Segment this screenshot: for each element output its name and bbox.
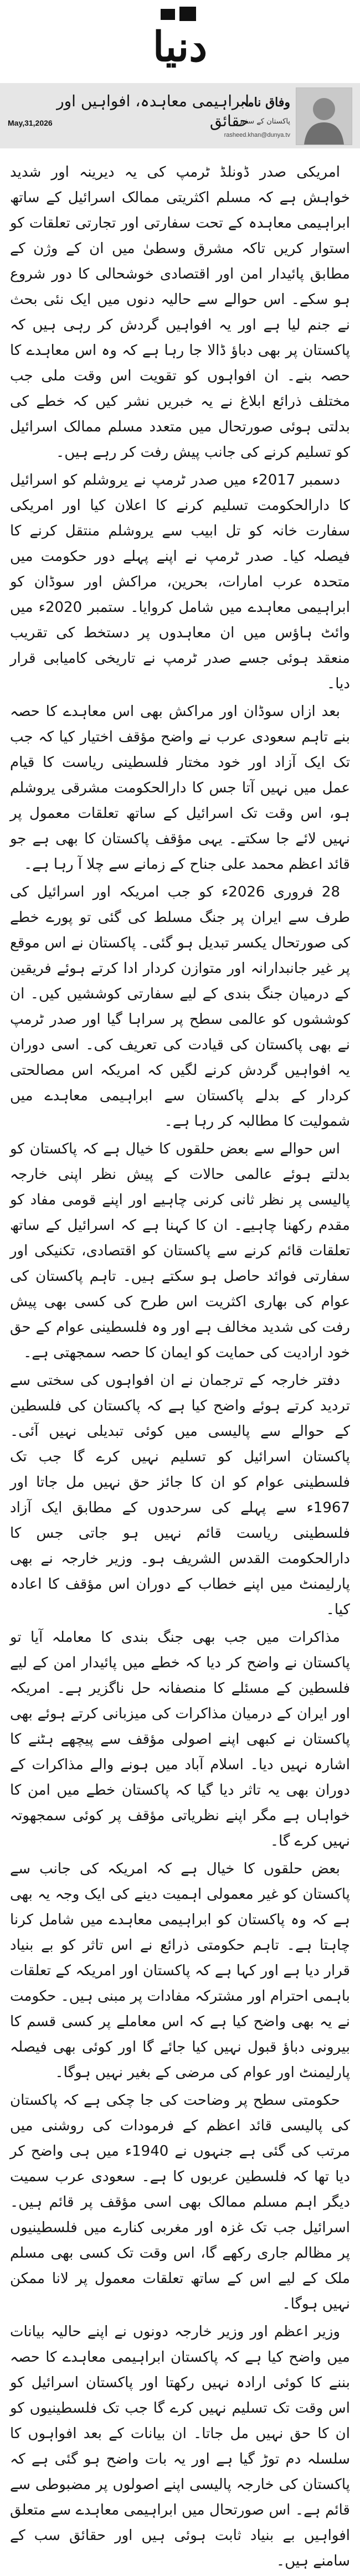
author-role: پاکستان کے سفیر	[238, 117, 290, 126]
masthead	[0, 0, 360, 83]
article-paragraph: دفتر خارجہ کے ترجمان نے ان افواہوں کی سختی سے تردید کرتے ہوئے واضح کیا ہے کہ پاکستان کی فلسطین کے حوالے سے پالیسی میں کوئی تبدیلی نہیں آئی۔ پاکستان اسرائیل کو تسلیم نہیں کرے گا جب تک فلسطینی عوام کو ان کا جائز حق نہیں مل جاتا اور 1967ء سے پہلے کی سرحدوں کے مطابق ایک آزاد فلسطینی ریاست قائم نہیں ہو جاتی جس کا دارالحکومت القدس الشریف ہو۔ وزیر خارجہ نے بھی پارلیمنٹ میں اپنے خطاب کے دوران اس مؤقف کا اعادہ کیا۔	[10, 1372, 350, 1618]
article-paragraph: 28 فروری 2026ء کو جب امریکہ اور اسرائیل کی طرف سے ایران پر جنگ مسلط کی گئی تو پورے خطے کی صورتحال یکسر تبدیل ہو گئی۔ پاکستان نے اس موقع پر غیر جانبدارانہ اور متوازن کردار ادا کرتے ہوئے فریقین کے درمیان جنگ بندی کے لیے سفارتی کوششیں کیں۔ ان کوششوں کو عالمی سطح پر سراہا گیا اور صدر ٹرمپ نے بھی پاکستان کی قیادت کی تعریف کی۔ اسی دوران یہ افواہیں گردش کرنے لگیں کہ امریکہ اس مصالحتی کردار کے بدلے پاکستان سے ابراہیمی معاہدے میں شمولیت کا مطالبہ کر رہا ہے۔	[10, 884, 350, 1130]
author-portrait	[296, 87, 352, 145]
author-name: وفاق نامہ	[240, 95, 290, 110]
article-paragraph: حکومتی سطح پر وضاحت کی جا چکی ہے کہ پاکستان کی پالیسی قائد اعظم کے فرمودات کی روشنی میں مرتب کی گئی ہے جنہوں نے 1940ء میں ہی واضح کر دیا تھا کہ فلسطین عربوں کا ہے۔ سعودی عرب سمیت دیگر اہم مسلم ممالک بھی اسی مؤقف پر قائم ہیں۔ اسرائیل جب تک غزہ اور مغربی کنارے میں فلسطینیوں پر مظالم جاری رکھے گا، اس وقت تک کسی بھی مسلم ملک کے لیے اس کے ساتھ تعلقات معمول پر لانا ممکن نہیں ہوگا۔	[10, 2092, 350, 2312]
publication-logo-text: دنیا	[152, 23, 208, 71]
author-email: rasheed.khan@dunya.tv	[224, 132, 290, 138]
article-paragraph: وزیر اعظم اور وزیر خارجہ دونوں نے اپنے حالیہ بیانات میں واضح کیا ہے کہ پاکستان ابراہیمی معاہدے کا حصہ بننے کا کوئی ارادہ نہیں رکھتا اور پاکستان اسرائیل کو اس وقت تک تسلیم نہیں کرے گا جب تک فلسطینیوں کو ان کا حق نہیں مل جاتا۔ ان بیانات کے بعد افواہوں کا سلسلہ دم توڑ گیا ہے اور یہ بات واضح ہو گئی ہے کہ پاکستان کی خارجہ پالیسی اپنے اصولوں پر مضبوطی سے قائم ہے۔ اس صورتحال میں ابراہیمی معاہدے سے متعلق افواہیں بے بنیاد ثابت ہوئی ہیں اور حقائق سب کے سامنے ہیں۔	[10, 2323, 350, 2569]
article-paragraph: امریکی صدر ڈونلڈ ٹرمپ کی یہ دیرینہ اور شدید خواہش ہے کہ مسلم اکثریتی ممالک اسرائیل کے ساتھ ابراہیمی معاہدہ کے تحت سفارتی اور تجارتی تعلقات کو استوار کریں تاکہ مشرق وسطیٰ میں ان کے وژن کے مطابق پائیدار امن اور اقتصادی خوشحالی کا دور شروع ہو سکے۔ اس حوالے سے حالیہ دنوں میں ایک نئی بحث نے جنم لیا ہے اور یہ افواہیں گردش کر رہی ہیں کہ پاکستان پر بھی دباؤ ڈالا جا رہا ہے کہ وہ اس معاہدے کا حصہ بنے۔ ان افواہوں کو تقویت اس وقت ملی جب مختلف ذرائع ابلاغ نے یہ خبریں نشر کیں کہ خطے کی بدلتی ہوئی صورتحال میں متعدد مسلم ممالک اسرائیل کو تسلیم کرنے کی جانب پیش رفت کر رہے ہیں۔	[10, 164, 350, 461]
article-paragraph: اس حوالے سے بعض حلقوں کا خیال ہے کہ پاکستان کو بدلتے ہوئے عالمی حالات کے پیش نظر اپنی خارجہ پالیسی پر نظر ثانی کرنی چاہیے اور اپنے قومی مفاد کو مقدم رکھنا چاہیے۔ ان کا کہنا ہے کہ اسرائیل کے ساتھ تعلقات قائم کرنے سے پاکستان کو اقتصادی، تکنیکی اور سفارتی فوائد حاصل ہو سکتے ہیں۔ تاہم پاکستان کی عوام کی بھاری اکثریت اس طرح کی کسی بھی پیش رفت کی شدید مخالف ہے اور وہ فلسطینی عوام کے حق خود ارادیت کی حمایت کو ایمان کا حصہ سمجھتی ہے۔	[10, 1141, 350, 1361]
article-paragraph: بعض حلقوں کا خیال ہے کہ امریکہ کی جانب سے پاکستان کو غیر معمولی اہمیت دینے کی ایک وجہ یہ بھی ہے کہ وہ پاکستان کو ابراہیمی معاہدے میں شامل کرنا چاہتا ہے۔ تاہم حکومتی ذرائع نے اس تاثر کو بے بنیاد قرار دیا ہے اور کہا ہے کہ پاکستان اور امریکہ کے تعلقات باہمی احترام اور مشترکہ مفادات پر مبنی ہیں۔ حکومت نے یہ بھی واضح کیا ہے کہ اس معاملے پر کسی قسم کا بیرونی دباؤ قبول نہیں کیا جائے گا اور کوئی بھی فیصلہ پارلیمنٹ اور عوام کی مرضی کے بغیر نہیں ہوگا۔	[10, 1861, 350, 2081]
dunya-logo	[127, 6, 233, 72]
article-paragraph: مذاکرات میں جب بھی جنگ بندی کا معاملہ آیا تو پاکستان نے واضح کر دیا کہ خطے میں پائیدار امن کے لیے فلسطین کے مسئلے کا منصفانہ حل ناگزیر ہے۔ امریکہ اور ایران کے درمیان مذاکرات کی میزبانی کرتے ہوئے بھی پاکستان نے کبھی اپنے اصولی مؤقف سے پیچھے ہٹنے کا اشارہ نہیں دیا۔ اسلام آباد میں ہونے والے مذاکرات کے دوران بھی یہ تاثر دیا گیا کہ پاکستان خطے میں امن کا خواہاں ہے مگر اپنے نظریاتی مؤقف پر کوئی سمجھوتہ نہیں کرے گا۔	[10, 1629, 350, 1849]
article-body	[10, 159, 350, 2576]
publish-date: May,31,2026	[8, 119, 53, 127]
author-avatar-icon	[296, 88, 352, 145]
article-paragraph: بعد ازاں سوڈان اور مراکش بھی اس معاہدے کا حصہ بنے تاہم سعودی عرب نے واضح مؤقف اختیار کیا کہ جب تک ایک آزاد اور خود مختار فلسطینی ریاست کا قیام عمل میں نہیں آتا جس کا دارالحکومت مشرقی یروشلم ہو، اس وقت تک اسرائیل کے ساتھ تعلقات معمول پر نہیں لائے جا سکتے۔ یہی مؤقف پاکستان کا بھی ہے جو قائد اعظم محمد علی جناح کے زمانے سے چلا آ رہا ہے۔	[10, 703, 350, 873]
article-paragraph: دسمبر 2017ء میں صدر ٹرمپ نے یروشلم کو اسرائیل کا دارالحکومت تسلیم کرنے کا اعلان کیا اور امریکی سفارت خانہ کو تل ابیب سے یروشلم منتقل کرنے کا فیصلہ کیا۔ صدر ٹرمپ نے اپنے پہلے دور حکومت میں متحدہ عرب امارات، بحرین، مراکش اور سوڈان کو ابراہیمی معاہدے میں شامل کروایا۔ ستمبر 2020ء میں وائٹ ہاؤس میں ان معاہدوں پر دستخط کی تقریب منعقد ہوئی جسے صدر ٹرمپ نے تاریخی کامیابی قرار دیا۔	[10, 472, 351, 692]
article-headline: ابراہیمی معاہدہ، افواہیں اور حقائق	[56, 92, 249, 130]
